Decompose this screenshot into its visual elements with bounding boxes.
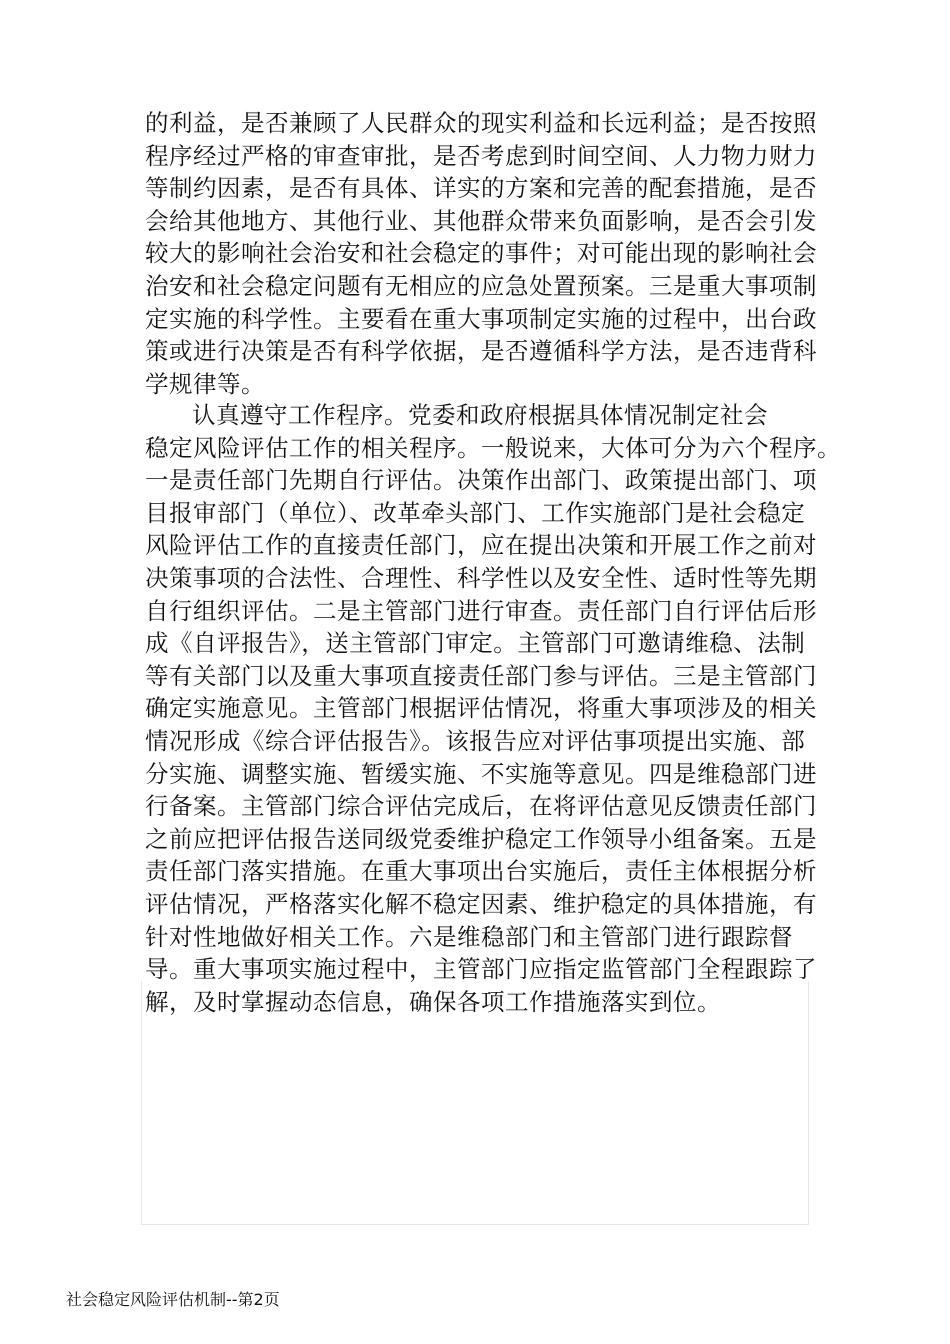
text-line: 责任部门落实措施。在重大事项出台实施后，责任主体根据分析 [145,857,817,886]
text-line: 自行组织评估。二是主管部门进行审查。责任部门自行评估后形 [145,596,817,625]
text-line: 较大的影响社会治安和社会稳定的事件；对可能出现的影响社会 [145,239,817,268]
paragraph-work-procedure [145,399,841,1018]
blank-content-area [141,981,809,1225]
text-line: 策或进行决策是否有科学依据，是否遵循科学方法，是否违背科 [145,337,817,366]
text-line: 针对性地做好相关工作。六是维稳部门和主管部门进行跟踪督 [145,922,793,951]
text-line: 之前应把评估报告送同级党委维护稳定工作领导小组备案。五是 [145,824,817,853]
text-line: 导。重大事项实施过程中，主管部门应指定监管部门全程跟踪了 [145,955,817,984]
text-line: 评估情况，严格落实化解不稳定因素、维护稳定的具体措施，有 [145,889,817,918]
text-line: 决策事项的合法性、合理性、科学性以及安全性、适时性等先期 [145,563,817,592]
page-footer: 社会稳定风险评估机制--第2页 [66,1290,280,1309]
paragraph-evaluation-content [145,107,825,400]
text-line: 目报审部门（单位）、改革牵头部门、工作实施部门是社会稳定 [145,498,806,527]
text-line: 等制约因素，是否有具体、详实的方案和完善的配套措施，是否 [145,174,817,203]
text-line: 的利益，是否兼顾了人民群众的现实利益和长远利益；是否按照 [145,109,817,137]
text-line: 风险评估工作的直接责任部门，应在提出决策和开展工作之前对 [145,531,817,560]
text-line: 程序经过严格的审查审批，是否考虑到时间空间、人力物力财力 [145,141,817,170]
text-line: 一是责任部门先期自行评估。决策作出部门、政策提出部门、项 [145,466,817,495]
text-line: 定实施的科学性。主要看在重大事项制定实施的过程中，出台政 [145,304,817,333]
text-line: 成《自评报告》，送主管部门审定。主管部门可邀请维稳、法制 [145,629,806,658]
text-line: 会给其他地方、其他行业、其他群众带来负面影响，是否会引发 [145,206,817,235]
text-line: 确定实施意见。主管部门根据评估情况，将重大事项涉及的相关 [145,694,817,723]
text-line: 学规律等。 [145,369,265,398]
text-line: 分实施、调整实施、暂缓实施、不实施等意见。四是维稳部门进 [145,759,817,788]
text-line: 等有关部门以及重大事项直接责任部门参与评估。三是主管部门 [145,661,817,690]
text-line: 行备案。主管部门综合评估完成后，在将评估意见反馈责任部门 [145,792,817,821]
text-line: 解，及时掌握动态信息，确保各项工作措施落实到位。 [145,987,721,1016]
text-line: 稳定风险评估工作的相关程序。一般说来，大体可分为六个程序。 [145,433,841,462]
text-line-first: 认真遵守工作程序。党委和政府根据具体情况制定社会 [192,401,768,429]
text-line: 情况形成《综合评估报告》。该报告应对评估事项提出实施、部 [145,726,806,755]
text-line: 治安和社会稳定问题有无相应的应急处置预案。三是重大事项制 [145,271,817,300]
